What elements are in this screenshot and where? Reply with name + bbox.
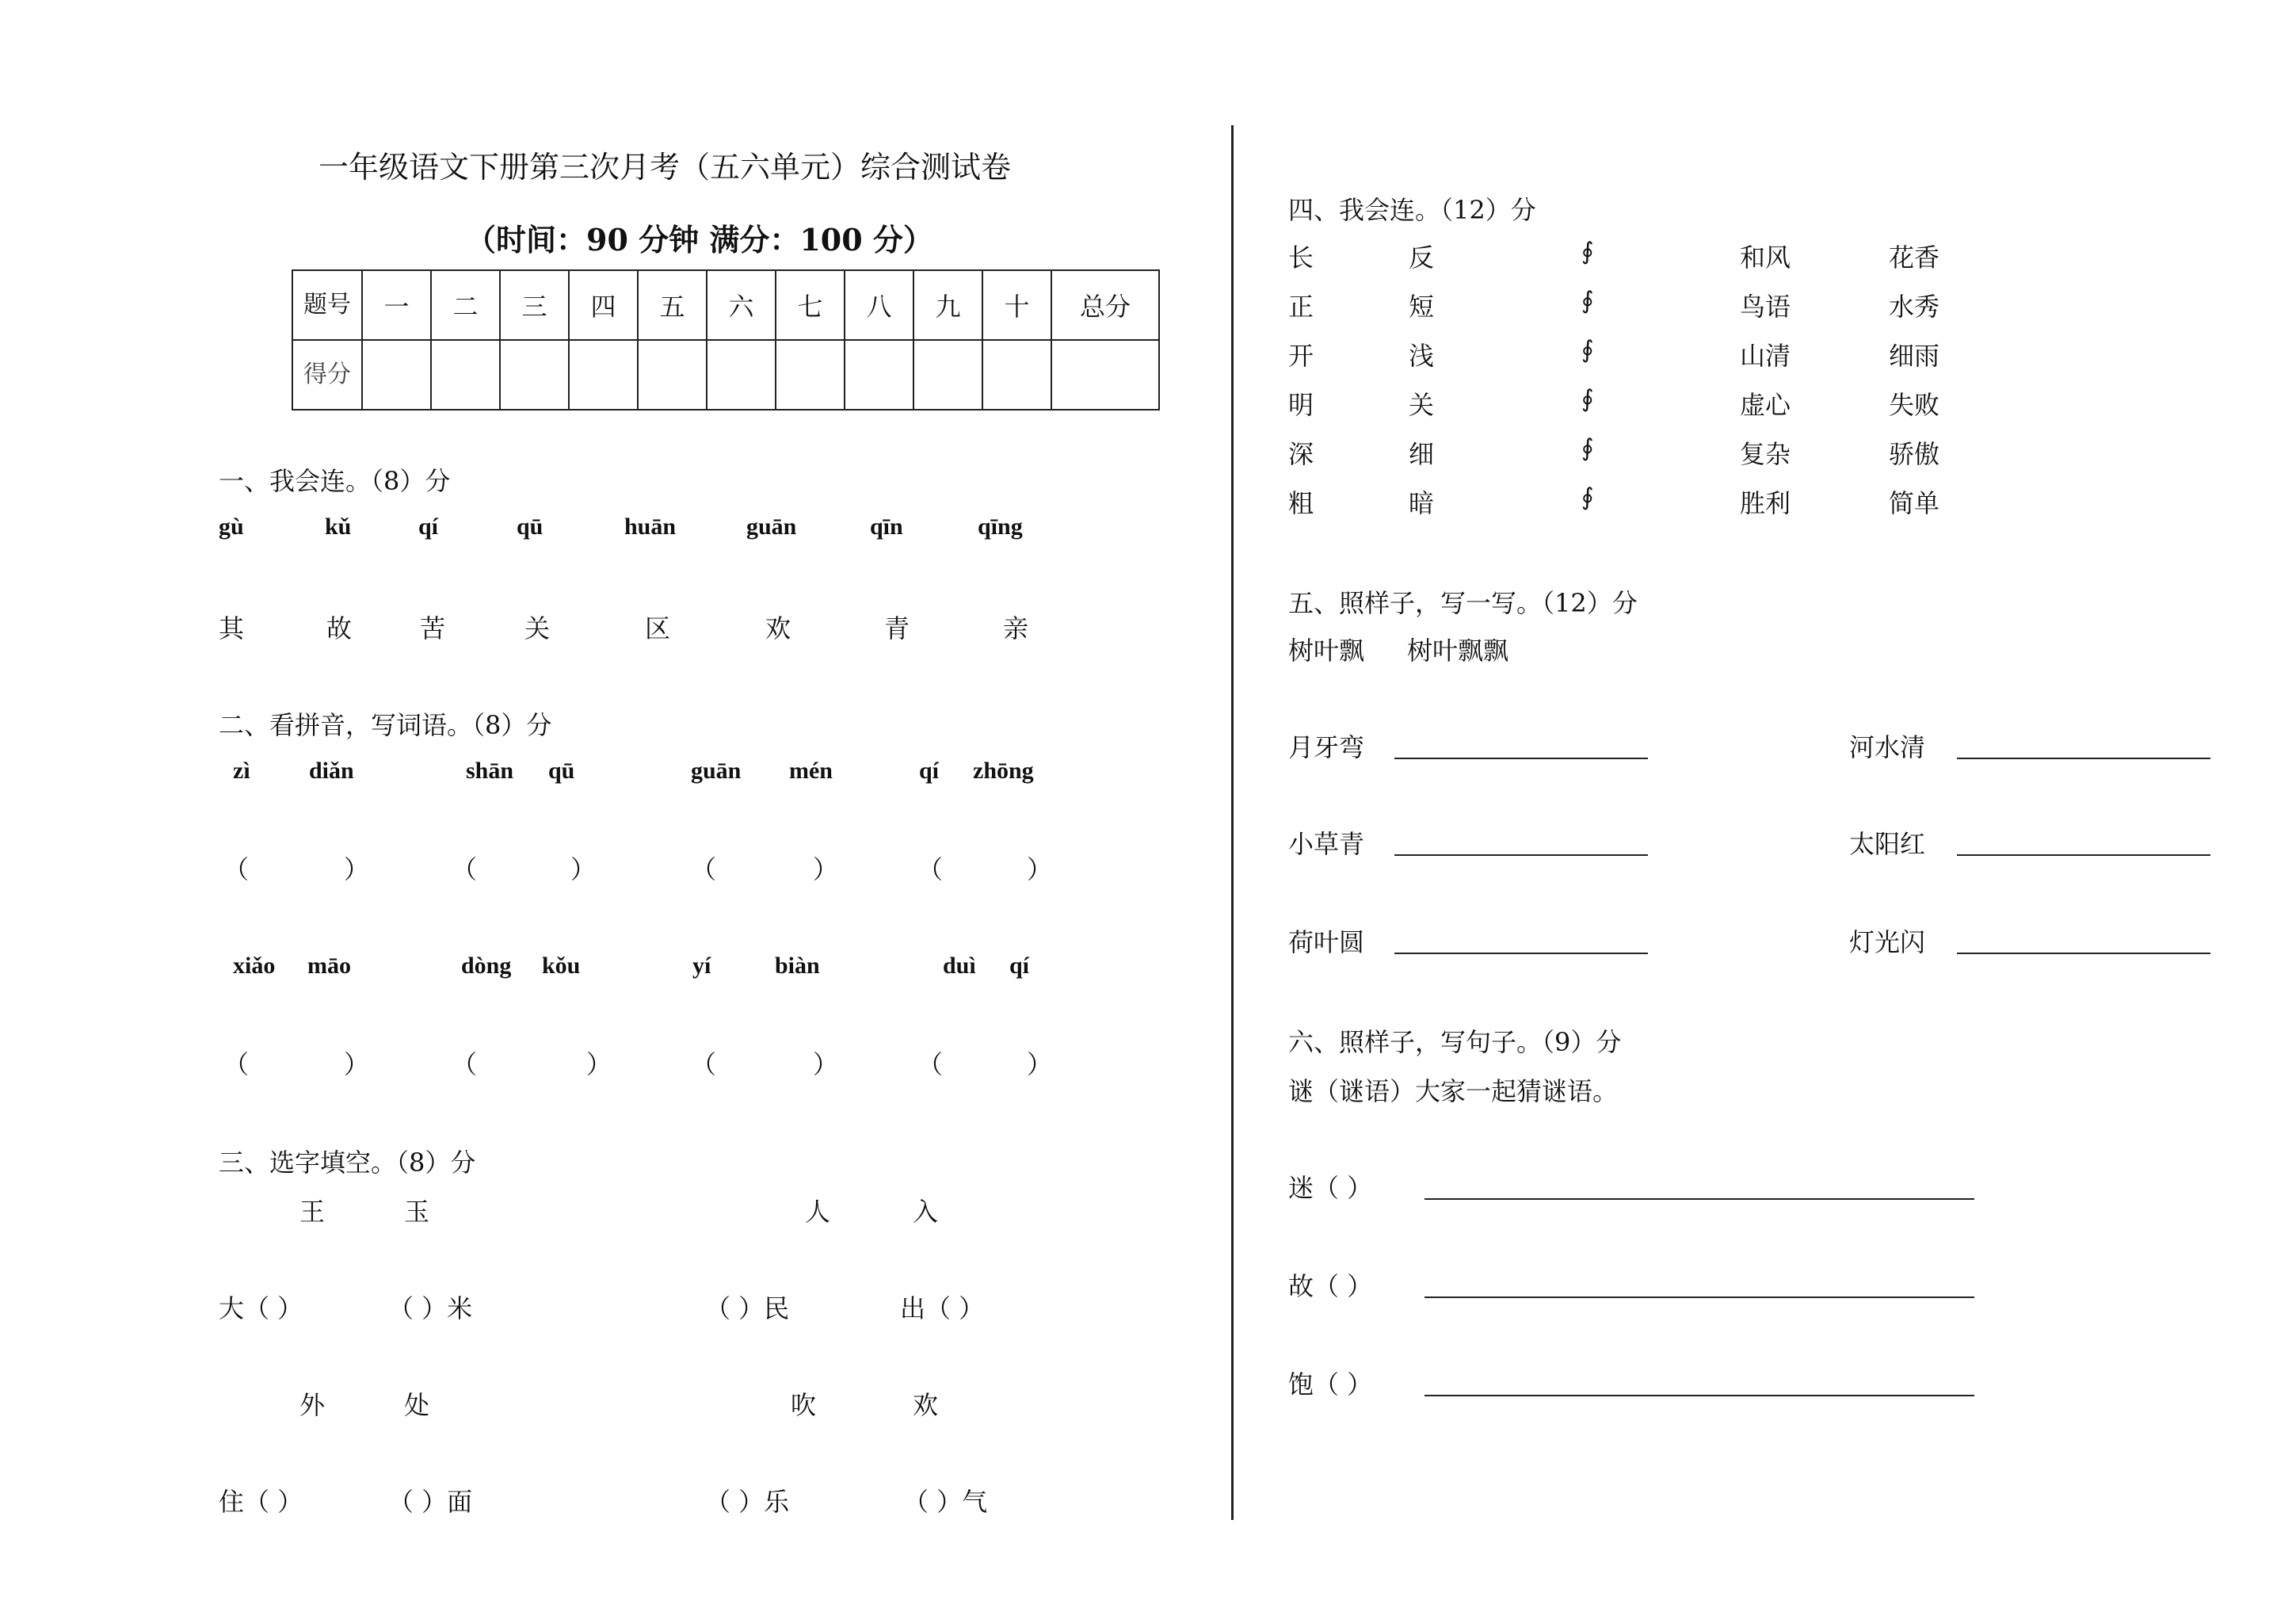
q2-r2-w2-a: dòng [461,953,512,979]
q2-r1-paren-close-2[interactable]: ） [570,854,597,884]
q3-g2-option-2: 入 [913,1197,939,1227]
score-col-2: 二 [431,270,500,340]
score-col-8: 八 [845,270,913,340]
q4-r3-symbol: ∮ [1581,336,1594,364]
q4-r6-c2: 暗 [1409,488,1435,518]
q1-pinyin-5: huān [624,514,677,540]
score-col-3: 三 [500,270,569,340]
q4-r6-c3: 胜利 [1740,488,1791,518]
q2-r1-paren-open-4[interactable]: （ [917,854,944,884]
q2-r2-w2-b: kǒu [542,953,581,979]
q3-g4-item-1[interactable]: （ ）乐 [705,1487,790,1517]
q6-example: 谜（谜语）大家一起猜谜语。 [1288,1076,1619,1106]
score-col-1: 一 [362,270,431,340]
q4-r1-c3: 和风 [1740,242,1791,273]
q4-r4-c2: 关 [1409,390,1435,420]
score-cell[interactable] [982,340,1051,410]
q2-r1-w2-a: shān [466,758,514,784]
score-row-label-score [292,340,362,410]
q1-pinyin-8: qīng [978,514,1023,540]
q3-g3-item-2[interactable]: （ ）面 [388,1487,473,1517]
q5-heading: 五、照样子，写一写。（12）分 [1288,588,1638,618]
q4-r2-c4: 水秀 [1889,292,1940,322]
q2-r2-paren-open-4[interactable]: （ [917,1049,944,1079]
q4-heading: 四、我会连。（12）分 [1288,195,1536,225]
score-table-score-row [292,340,1159,410]
score-cell[interactable] [638,340,707,410]
q5-answer-line-3[interactable] [1394,854,1648,856]
q3-g1-option-2: 玉 [404,1197,430,1227]
q5-answer-line-1[interactable] [1394,758,1648,759]
q4-r5-symbol: ∮ [1581,434,1594,462]
q2-r2-paren-open-1[interactable]: （ [223,1049,250,1079]
q1-char-3: 苦 [420,613,446,643]
q3-g2-item-2[interactable]: 出（ ） [900,1293,985,1323]
score-col-10: 十 [982,270,1051,340]
q4-r5-c3: 复杂 [1740,439,1791,469]
q2-r1-paren-close-1[interactable]: ） [344,854,370,884]
q1-char-1: 其 [219,613,245,643]
q4-r2-c1: 正 [1288,292,1314,322]
q4-r5-c2: 细 [1409,439,1435,469]
q4-r1-symbol: ∮ [1581,238,1594,265]
q1-char-4: 关 [524,613,551,643]
q2-r1-paren-open-3[interactable]: （ [691,854,717,884]
q4-r6-symbol: ∮ [1581,483,1594,511]
q3-g3-option-2: 处 [404,1390,430,1420]
q3-g4-option-1: 吹 [791,1390,817,1420]
q4-r2-c3: 鸟语 [1740,292,1791,322]
score-cell[interactable] [362,340,431,410]
q2-r2-w4-a: duì [943,953,976,979]
q2-r1-w4-b: zhōng [973,758,1034,784]
q2-r2-w3-b: biàn [775,953,820,979]
score-cell[interactable] [707,340,776,410]
q2-r1-paren-close-3[interactable]: ） [813,854,839,884]
score-row-label-question [292,270,362,340]
q3-g1-option-1: 王 [299,1197,326,1227]
score-cell[interactable] [913,340,982,410]
q2-r2-paren-close-2[interactable]: ） [586,1049,612,1079]
q1-pinyin-2: kǔ [325,514,352,540]
q2-r1-w3-b: mén [789,758,833,784]
q4-r3-c2: 浅 [1409,341,1435,371]
score-cell[interactable] [776,340,845,410]
page-subtitle: （时间：90 分钟 满分：100 分） [466,222,933,258]
q4-r5-c4: 骄傲 [1889,439,1940,469]
page-divider [1231,125,1234,1520]
q3-g4-option-2: 欢 [913,1390,939,1420]
score-cell[interactable] [569,340,638,410]
q4-r1-c2: 反 [1409,242,1435,273]
q4-r6-c1: 粗 [1288,488,1314,518]
q1-heading: 一、我会连。（8）分 [219,466,451,496]
score-col-total: 总分 [1051,270,1159,340]
q3-g2-option-1: 人 [805,1197,831,1227]
score-cell[interactable] [845,340,913,410]
score-table-header-row [292,270,1159,340]
q2-r1-w2-b: qū [548,758,575,784]
q2-r1-w1-a: zì [233,758,250,784]
q5-example-a: 树叶飘 [1288,636,1365,666]
q6-answer-line-2[interactable] [1425,1296,1974,1298]
q3-g3-item-1[interactable]: 住（ ） [219,1487,303,1517]
q4-r1-c4: 花香 [1889,242,1940,273]
q5-item-4: 太阳红 [1849,829,1926,859]
q2-r1-paren-open-1[interactable]: （ [223,854,250,884]
q2-r1-paren-close-4[interactable]: ） [1027,854,1053,884]
q5-item-1: 月牙弯 [1288,732,1365,762]
q2-r2-paren-close-3[interactable]: ） [813,1049,839,1079]
q1-pinyin-1: gù [219,514,244,540]
q5-answer-line-4[interactable] [1957,854,2210,856]
score-cell[interactable] [431,340,500,410]
q5-item-5: 荷叶圆 [1288,927,1365,957]
page-title: 一年级语文下册第三次月考（五六单元）综合测试卷 [318,150,1012,185]
q2-r2-paren-close-1[interactable]: ） [344,1049,370,1079]
q4-r2-c2: 短 [1409,292,1435,322]
q4-r4-symbol: ∮ [1581,385,1594,413]
q4-r5-c1: 深 [1288,439,1314,469]
q5-answer-line-5[interactable] [1394,953,1648,954]
q4-r6-c4: 简单 [1889,488,1940,518]
q4-r1-c1: 长 [1288,242,1314,273]
q2-r1-w1-b: diǎn [309,758,354,784]
q1-char-2: 故 [326,613,353,643]
q5-example-b: 树叶飘飘 [1407,636,1509,666]
q1-pinyin-7: qīn [870,514,903,540]
score-col-9: 九 [913,270,982,340]
q3-g4-item-2[interactable]: （ ）气 [903,1487,988,1517]
q5-item-6: 灯光闪 [1849,927,1926,957]
q1-pinyin-4: qū [517,514,543,540]
q4-r4-c3: 虚心 [1740,390,1791,420]
q5-item-3: 小草青 [1288,829,1365,859]
q5-item-2: 河水清 [1849,732,1926,762]
q1-pinyin-3: qí [418,514,439,540]
q5-answer-line-2[interactable] [1957,758,2210,759]
q2-r2-w4-b: qí [1009,953,1030,979]
q2-r2-paren-open-2[interactable]: （ [452,1049,478,1079]
q2-r2-w3-a: yí [692,953,711,979]
score-cell[interactable] [500,340,569,410]
q6-answer-line-3[interactable] [1425,1395,1974,1396]
q3-g1-item-1[interactable]: 大（ ） [219,1293,303,1323]
q1-pinyin-6: guān [746,514,797,540]
q2-r1-paren-open-2[interactable]: （ [452,854,478,884]
score-col-6: 六 [707,270,776,340]
q4-r4-c1: 明 [1288,390,1314,420]
q3-g1-item-2[interactable]: （ ）米 [388,1293,473,1323]
score-col-5: 五 [638,270,707,340]
q4-r4-c4: 失败 [1889,390,1940,420]
q4-r2-symbol: ∮ [1581,287,1594,315]
q3-heading: 三、选字填空。（8）分 [219,1148,476,1178]
q4-r3-c1: 开 [1288,341,1314,371]
q2-r1-w4-a: qí [919,758,940,784]
q2-r1-w3-a: guān [691,758,742,784]
q4-r3-c3: 山清 [1740,341,1791,371]
q6-heading: 六、照样子，写句子。（9）分 [1288,1027,1622,1057]
q3-g3-option-1: 外 [299,1390,326,1420]
score-row-label-score-text: 得分 [303,361,351,388]
score-row-label-question-text: 题号 [303,291,351,319]
q6-item-1[interactable]: 迷（ ） [1288,1173,1373,1203]
q2-r2-paren-open-3[interactable]: （ [691,1049,717,1079]
q6-item-3[interactable]: 饱（ ） [1288,1369,1373,1400]
score-table [292,269,1160,411]
q1-char-7: 青 [884,613,910,643]
score-col-4: 四 [569,270,638,340]
q6-item-2[interactable]: 故（ ） [1288,1271,1373,1301]
q2-heading: 二、看拼音，写词语。（8）分 [219,710,552,740]
score-col-7: 七 [776,270,845,340]
q2-r2-paren-close-4[interactable]: ） [1027,1049,1053,1079]
q1-char-8: 亲 [1003,613,1029,643]
q5-answer-line-6[interactable] [1957,953,2210,954]
q1-char-6: 欢 [765,613,791,643]
q1-char-5: 区 [645,613,671,643]
q4-r3-c4: 细雨 [1889,341,1940,371]
score-cell-total[interactable] [1051,340,1159,410]
q3-g2-item-1[interactable]: （ ）民 [705,1293,790,1323]
q6-answer-line-1[interactable] [1425,1198,1974,1200]
q2-r2-w1-a: xiǎo [233,953,276,979]
q2-r2-w1-b: māo [307,953,351,979]
